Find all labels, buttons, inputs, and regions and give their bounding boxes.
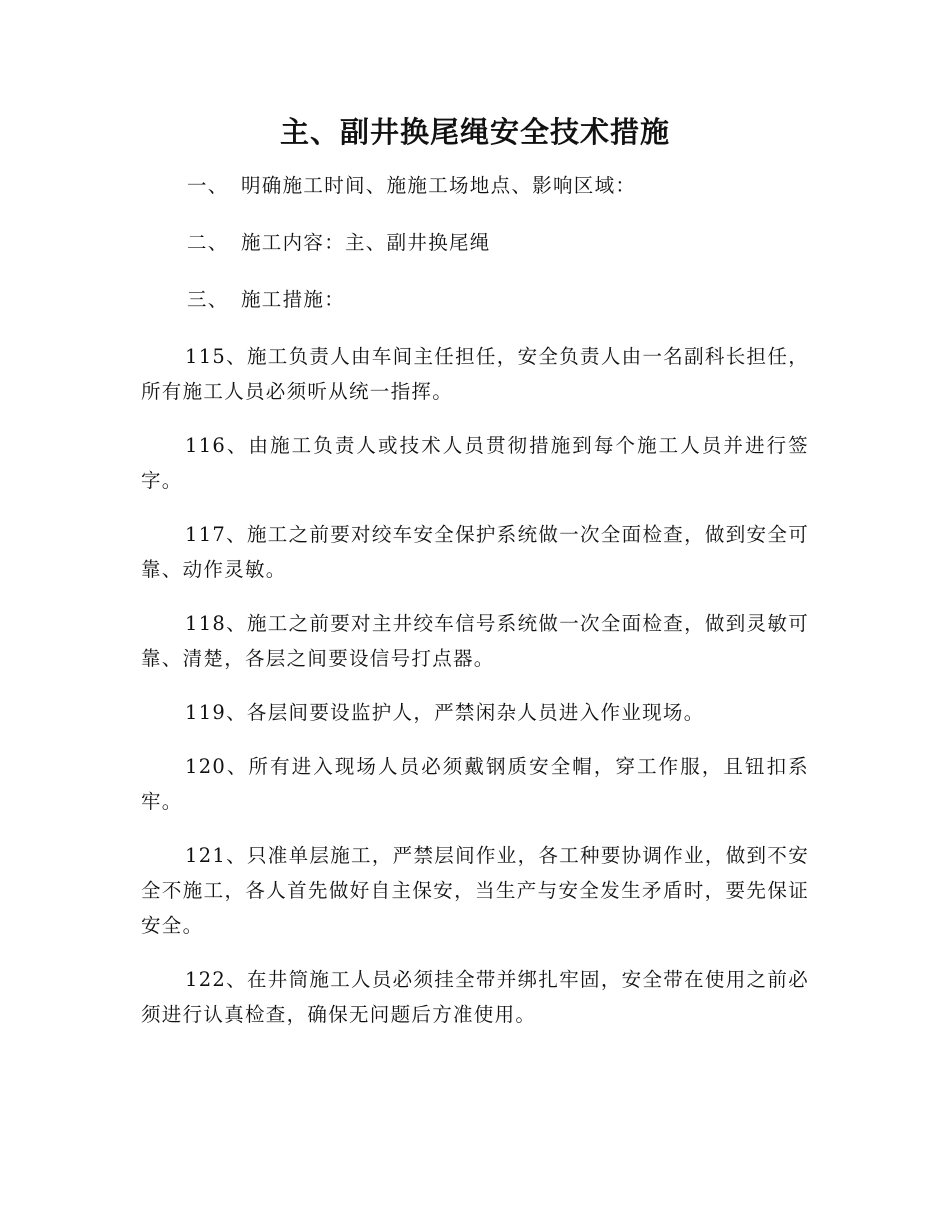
section-heading-3 xyxy=(141,282,809,317)
section-heading-text: 明确施工时间、施施工场地点、影响区域： xyxy=(241,174,637,197)
section-number: 二、 xyxy=(187,231,229,254)
measure-paragraph-116: 116、由施工负责人或技术人员贯彻措施到每个施工人员并进行签字。 xyxy=(141,434,809,492)
measure-paragraph-121: 121、只准单层施工，严禁层间作业，各工种要协调作业，做到不安全不施工，各人首先做好自主保安，当生产与安全发生矛盾时，要先保证安全。 xyxy=(141,844,809,937)
section-number: 三、 xyxy=(187,288,229,311)
section-heading-1 xyxy=(141,168,809,203)
document-body xyxy=(141,168,809,1051)
section-heading-2 xyxy=(141,225,809,260)
measure-paragraph-120: 120、所有进入现场人员必须戴钢质安全帽，穿工作服，且钮扣系牢。 xyxy=(141,755,809,813)
section-heading-text: 施工措施： xyxy=(241,288,346,311)
section-heading-text: 施工内容：主、副井换尾绳 xyxy=(241,231,491,254)
section-number: 一、 xyxy=(187,174,229,197)
measure-paragraph-117: 117、施工之前要对绞车安全保护系统做一次全面检查，做到安全可靠、动作灵敏。 xyxy=(141,523,809,581)
measure-paragraph-118: 118、施工之前要对主井绞车信号系统做一次全面检查，做到灵敏可靠、清楚，各层之间要设信号打点器。 xyxy=(141,612,809,670)
document-title: 主、副井换尾绳安全技术措施 xyxy=(279,115,670,149)
measure-paragraph-122: 122、在井筒施工人员必须挂全带并绑扎牢固，安全带在使用之前必须进行认真检查，确保无问题后方准使用。 xyxy=(141,968,809,1026)
measure-paragraph-115: 115、施工负责人由车间主任担任，安全负责人由一名副科长担任，所有施工人员必须听从统一指挥。 xyxy=(141,345,809,403)
measure-paragraph-119: 119、各层间要设监护人，严禁闲杂人员进入作业现场。 xyxy=(185,701,705,724)
